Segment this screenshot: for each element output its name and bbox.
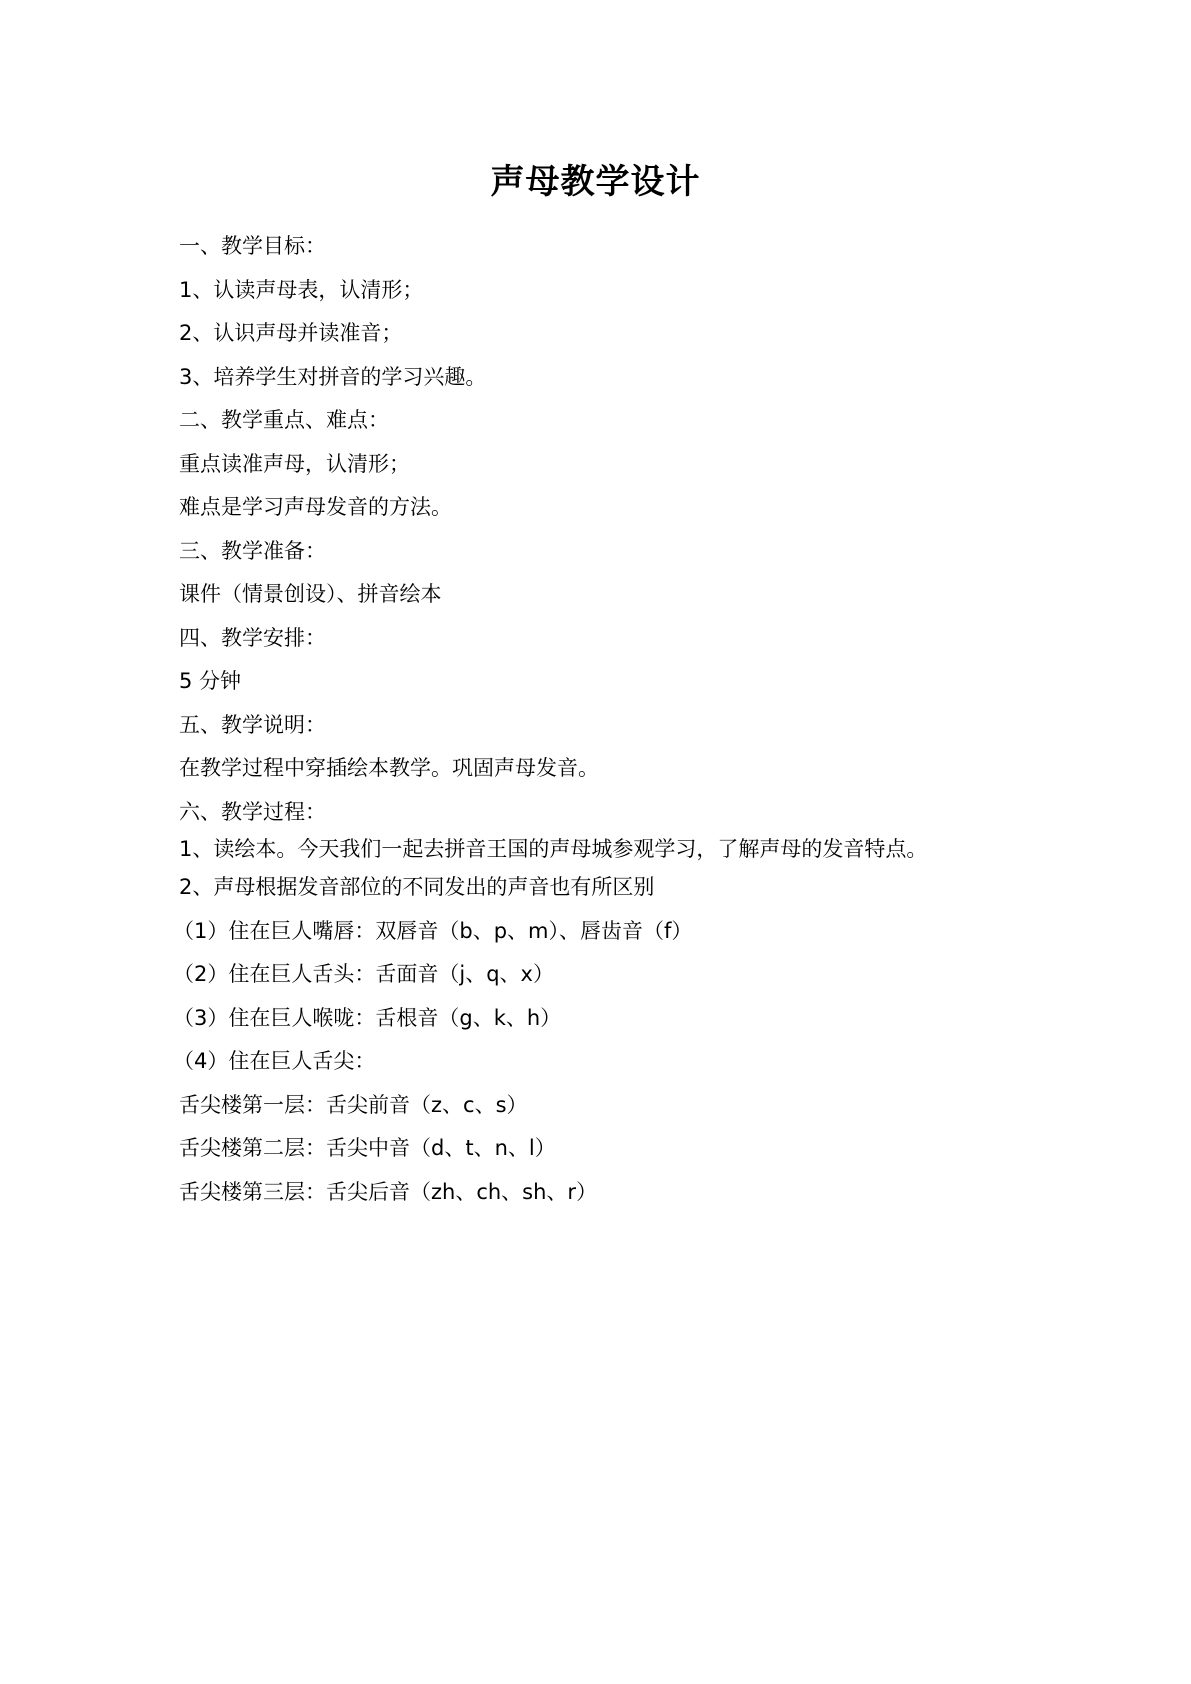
process-substep: （1）住在巨人嘴唇：双唇音（b、p、m）、唇齿音（f）	[173, 918, 693, 943]
document-body	[173, 225, 1139, 1214]
objective-item: 2、认识声母并读准音；	[179, 321, 403, 345]
tongue-tip-floor: 舌尖楼第一层：舌尖前音（z、c、s）	[179, 1092, 528, 1117]
section-heading-process: 六、教学过程：	[179, 799, 326, 824]
process-step: 2、声母根据发音部位的不同发出的声音也有所区别	[179, 875, 655, 899]
section-heading-key-points: 二、教学重点、难点：	[179, 408, 389, 432]
section-heading-arrangement: 四、教学安排：	[179, 625, 326, 650]
section-heading-preparation: 三、教学准备：	[179, 538, 326, 563]
key-point-item: 难点是学习声母发音的方法。	[179, 495, 452, 519]
section-heading-description: 五、教学说明：	[179, 712, 326, 737]
process-substep: （3）住在巨人喉咙：舌根音（g、k、h）	[173, 1005, 562, 1030]
objective-item: 3、培养学生对拼音的学习兴趣。	[179, 364, 487, 389]
process-substep: （2）住在巨人舌头：舌面音（j、q、x）	[173, 962, 554, 986]
objective-item: 1、认读声母表，认清形；	[179, 277, 424, 302]
document-title: 声母教学设计	[490, 162, 701, 202]
section-heading-objectives: 一、教学目标：	[179, 234, 326, 258]
key-point-item: 重点读准声母，认清形；	[179, 451, 410, 476]
process-step: 1、读绘本。今天我们一起去拼音王国的声母城参观学习，了解声母的发音特点。	[179, 837, 928, 861]
description-item: 在教学过程中穿插绘本教学。巩固声母发音。	[179, 756, 599, 780]
preparation-item: 课件（情景创设）、拼音绘本	[179, 582, 442, 606]
process-substep: （4）住在巨人舌尖：	[173, 1049, 376, 1073]
tongue-tip-floor: 舌尖楼第二层：舌尖中音（d、t、n、l）	[179, 1136, 556, 1160]
arrangement-item: 5 分钟	[179, 669, 242, 693]
tongue-tip-floor: 舌尖楼第三层：舌尖后音（zh、ch、sh、r）	[179, 1179, 598, 1204]
